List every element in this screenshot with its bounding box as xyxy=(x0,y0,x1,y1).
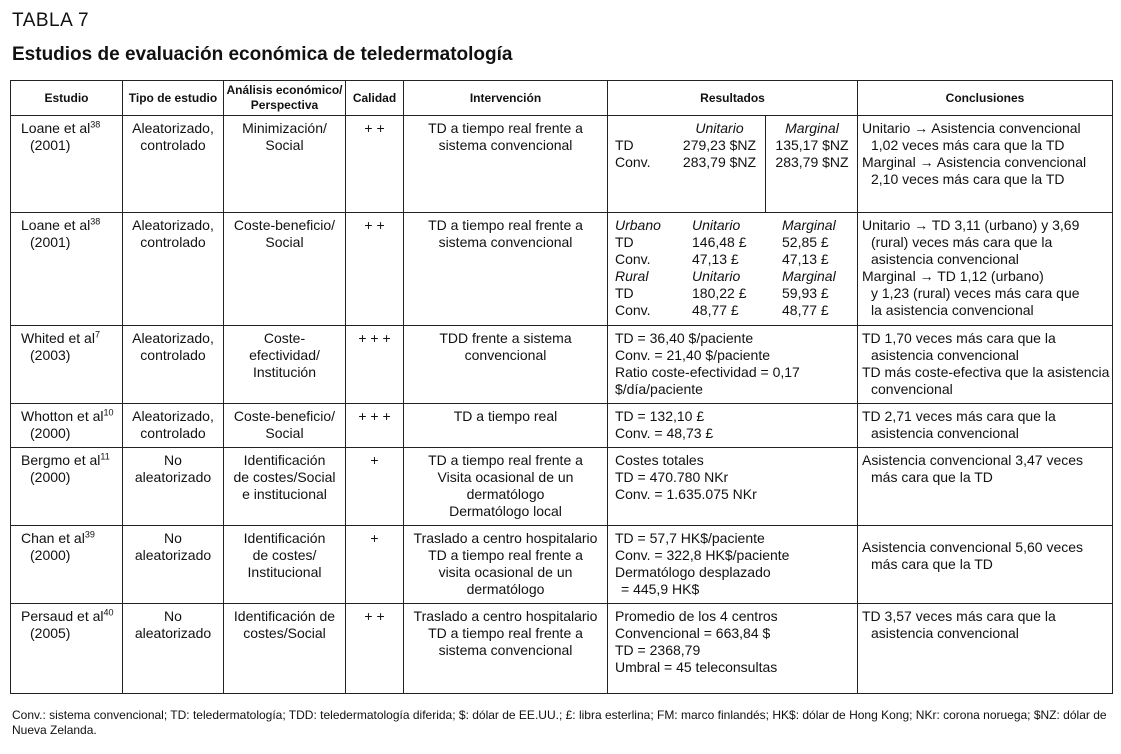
res-line: TD = 57,7 HK$/paciente xyxy=(615,530,765,546)
res-label: TD xyxy=(615,285,634,301)
concl-line: 2,10 veces más cara que la TD xyxy=(871,171,1065,187)
results-labels xyxy=(608,213,674,325)
interv-line3: visita ocasional de un xyxy=(438,564,573,580)
concl-line: Asistencia convencional 5,60 veces xyxy=(862,539,1084,555)
res-header: Unitario xyxy=(692,217,741,233)
concl-line: asistencia convencional xyxy=(871,347,1019,363)
ref: 38 xyxy=(90,216,101,227)
analisis-line1: Minimización/ xyxy=(242,120,327,136)
res-value: 283,79 $NZ xyxy=(775,154,849,170)
tipo-line2: aleatorizado xyxy=(134,469,212,485)
tipo-line2: controlado xyxy=(140,234,206,250)
cell-resultados xyxy=(608,448,858,526)
res-value: 146,48 £ xyxy=(692,234,747,250)
cell-tipo xyxy=(123,213,224,326)
interv-line2: TD a tiempo real frente a xyxy=(428,625,583,641)
res-line: Conv. = 1.635.075 NKr xyxy=(615,486,757,502)
res-group: Urbano xyxy=(615,217,661,233)
cell-intervencion xyxy=(404,116,608,213)
table-row xyxy=(11,526,1113,604)
tipo-line1: Aleatorizado, xyxy=(132,408,214,424)
concl-line: Unitario → TD 3,11 (urbano) y 3,69 xyxy=(862,217,1080,233)
cell-conclusiones xyxy=(858,604,1113,694)
tipo-line2: aleatorizado xyxy=(134,547,212,563)
results-grid xyxy=(608,213,857,325)
res-line: TD = 36,40 $/paciente xyxy=(615,330,754,346)
concl-line: Marginal → Asistencia convencional xyxy=(862,154,1087,170)
concl-line: TD 1,70 veces más cara que la xyxy=(862,330,1056,346)
concl-line: 1,02 veces más cara que la TD xyxy=(871,137,1065,153)
res-line: Conv. = 48,73 £ xyxy=(615,425,714,441)
res-label: Conv. xyxy=(615,302,651,318)
ref: 40 xyxy=(103,607,114,618)
cell-calidad: + xyxy=(346,526,404,604)
cell-analisis xyxy=(224,116,346,213)
author: Whited et al xyxy=(21,330,95,346)
res-header: Marginal xyxy=(785,120,839,136)
concl-line: Marginal → TD 1,12 (urbano) xyxy=(862,268,1044,284)
tipo-line2: controlado xyxy=(140,347,206,363)
tipo-line1: Aleatorizado, xyxy=(132,120,214,136)
interv-line2: sistema convencional xyxy=(438,234,573,250)
interv-line3: sistema convencional xyxy=(438,642,573,658)
concl-line: asistencia convencional xyxy=(871,251,1019,267)
concl-line: TD 3,57 veces más cara que la xyxy=(862,608,1056,624)
header-analisis-line2: Perspectiva xyxy=(250,98,319,112)
concl-line: y 1,23 (rural) veces más cara que xyxy=(871,285,1080,301)
ref: 10 xyxy=(103,407,114,418)
cell-estudio xyxy=(11,116,123,213)
interv-line3: dermatólogo xyxy=(466,486,545,502)
results-labels xyxy=(608,116,674,212)
res-value: 180,22 £ xyxy=(692,285,747,301)
cell-conclusiones xyxy=(858,526,1113,604)
tipo-line1: No xyxy=(164,452,182,468)
header-intervencion: Intervención xyxy=(404,81,608,116)
cell-analisis xyxy=(224,448,346,526)
tipo-line1: Aleatorizado, xyxy=(132,330,214,346)
analisis-line2: efectividad/ xyxy=(249,347,320,363)
cell-calidad: + + xyxy=(346,116,404,213)
res-header: Unitario xyxy=(695,120,744,136)
cell-intervencion xyxy=(404,213,608,326)
cell-estudio xyxy=(11,448,123,526)
header-analisis-line1: Análisis económico/ xyxy=(226,83,343,97)
res-header: Marginal xyxy=(782,268,836,284)
res-header: Marginal xyxy=(782,217,836,233)
table-header-row xyxy=(11,81,1113,116)
table-label: TABLA 7 xyxy=(12,10,90,31)
analisis-line2: Social xyxy=(265,234,304,250)
cell-resultados xyxy=(608,526,858,604)
table-row xyxy=(11,604,1113,694)
results-grid xyxy=(608,116,857,212)
tipo-line2: aleatorizado xyxy=(134,625,212,641)
analisis-line3: Institucional xyxy=(247,564,322,580)
cell-tipo xyxy=(123,116,224,213)
res-line: Umbral = 45 teleconsultas xyxy=(615,659,778,675)
results-col-unitario xyxy=(674,116,766,212)
ref: 7 xyxy=(94,329,100,340)
cell-resultados xyxy=(608,326,858,404)
cell-intervencion xyxy=(404,526,608,604)
concl-line: TD más coste-efectiva que la asistencia xyxy=(862,364,1110,380)
table-row xyxy=(11,404,1113,448)
table-row xyxy=(11,213,1113,326)
res-line: Conv. = 322,8 HK$/paciente xyxy=(615,547,790,563)
concl-line: Unitario → Asistencia convencional xyxy=(862,120,1081,136)
cell-tipo xyxy=(123,526,224,604)
year: (2001) xyxy=(30,137,71,153)
interv-line1: TD a tiempo real frente a xyxy=(428,217,583,233)
year: (2000) xyxy=(30,425,71,441)
tipo-line1: No xyxy=(164,530,182,546)
cell-intervencion xyxy=(404,604,608,694)
res-value: 283,79 $NZ xyxy=(682,154,757,170)
cell-calidad: + + + xyxy=(346,404,404,448)
res-value: 52,85 £ xyxy=(782,234,829,250)
table-row xyxy=(11,448,1113,526)
year: (2003) xyxy=(30,347,71,363)
ref: 11 xyxy=(100,451,110,462)
concl-line: asistencia convencional xyxy=(871,425,1019,441)
tipo-line2: controlado xyxy=(140,425,206,441)
interv-line2: Visita ocasional de un xyxy=(437,469,574,485)
cell-intervencion xyxy=(404,448,608,526)
interv-line4: dermatólogo xyxy=(466,581,545,597)
concl-line: (rural) veces más cara que la xyxy=(871,234,1053,250)
res-value: 47,13 £ xyxy=(692,251,739,267)
author: Loane et al xyxy=(21,217,91,233)
interv-line2: convencional xyxy=(464,347,547,363)
year: (2005) xyxy=(30,625,71,641)
author: Loane et al xyxy=(21,120,91,136)
author: Whotton et al xyxy=(21,408,104,424)
interv-line1: Traslado a centro hospitalario xyxy=(413,608,598,624)
cell-tipo xyxy=(123,326,224,404)
analisis-line1: Coste-beneficio/ xyxy=(233,217,336,233)
results-col-marginal xyxy=(766,116,858,212)
analisis-line1: Coste-beneficio/ xyxy=(233,408,336,424)
cell-analisis xyxy=(224,213,346,326)
res-value: 279,23 $NZ xyxy=(682,137,757,153)
res-label: Conv. xyxy=(615,251,651,267)
cell-tipo xyxy=(123,404,224,448)
cell-intervencion xyxy=(404,326,608,404)
analisis-line1: Identificación xyxy=(243,452,326,468)
concl-line: TD 2,71 veces más cara que la xyxy=(862,408,1056,424)
analisis-line3: e institucional xyxy=(242,486,327,502)
cell-resultados xyxy=(608,604,858,694)
table-row xyxy=(11,326,1113,404)
interv-line1: Traslado a centro hospitalario xyxy=(413,530,598,546)
analisis-line2: de costes/Social xyxy=(233,469,336,485)
res-line: TD = 132,10 £ xyxy=(615,408,705,424)
analisis-line2: costes/Social xyxy=(243,625,326,641)
header-resultados: Resultados xyxy=(608,81,858,116)
res-value: 135,17 $NZ xyxy=(775,137,849,153)
res-line: $/día/paciente xyxy=(615,381,703,397)
analisis-line3: Institución xyxy=(252,364,317,380)
cell-estudio xyxy=(11,326,123,404)
analisis-line2: de costes/ xyxy=(252,547,317,563)
tipo-line1: No xyxy=(164,608,182,624)
interv-line1: TD a tiempo real frente a xyxy=(428,120,583,136)
cell-estudio xyxy=(11,604,123,694)
table-footnote: Conv.: sistema convencional; TD: teledermatología; TDD: teledermatología diferida; $: dólar de EE.UU.; £: libra esterlina; FM: marco finlandés; HK$: dólar de Hong Kong; NKr: corona noruega; $NZ: dólar de Nueva Zelanda. xyxy=(12,708,1107,737)
res-line: Promedio de los 4 centros xyxy=(615,608,778,624)
cell-analisis xyxy=(224,526,346,604)
cell-calidad: + + xyxy=(346,604,404,694)
header-estudio: Estudio xyxy=(11,81,123,116)
res-line: Dermatólogo desplazado xyxy=(615,564,771,580)
cell-analisis xyxy=(224,604,346,694)
cell-resultados xyxy=(608,116,858,213)
cell-calidad: + + xyxy=(346,213,404,326)
res-line: = 445,9 HK$ xyxy=(621,581,700,597)
res-label: TD xyxy=(615,137,634,153)
concl-line: más cara que la TD xyxy=(871,556,993,572)
cell-conclusiones xyxy=(858,404,1113,448)
res-group: Rural xyxy=(615,268,649,284)
res-label: TD xyxy=(615,234,634,250)
cell-analisis xyxy=(224,404,346,448)
cell-conclusiones xyxy=(858,448,1113,526)
cell-estudio xyxy=(11,526,123,604)
author: Persaud et al xyxy=(21,608,104,624)
cell-resultados xyxy=(608,404,858,448)
cell-conclusiones xyxy=(858,116,1113,213)
tipo-line1: Aleatorizado, xyxy=(132,217,214,233)
header-analisis xyxy=(224,81,346,116)
interv-line1: TD a tiempo real frente a xyxy=(428,452,583,468)
interv-line4: Dermatólogo local xyxy=(449,503,562,519)
table-title: Estudios de evaluación económica de teledermatología xyxy=(12,44,513,65)
res-line: Costes totales xyxy=(615,452,704,468)
cell-intervencion xyxy=(404,404,608,448)
concl-line: la asistencia convencional xyxy=(871,302,1034,318)
res-line: TD = 470.780 NKr xyxy=(615,469,729,485)
cell-tipo xyxy=(123,448,224,526)
tipo-line2: controlado xyxy=(140,137,206,153)
analisis-line1: Identificación xyxy=(243,530,326,546)
interv-line1: TDD frente a sistema xyxy=(439,330,572,346)
cell-estudio xyxy=(11,404,123,448)
res-value: 59,93 £ xyxy=(782,285,829,301)
analisis-line2: Social xyxy=(265,425,304,441)
res-label: Conv. xyxy=(615,154,651,170)
evaluation-table xyxy=(10,80,1113,694)
cell-resultados xyxy=(608,213,858,326)
res-line: Convencional = 663,84 $ xyxy=(615,625,771,641)
res-header: Unitario xyxy=(692,268,741,284)
ref: 38 xyxy=(90,119,101,130)
interv-line2: sistema convencional xyxy=(438,137,573,153)
header-calidad: Calidad xyxy=(346,81,404,116)
header-conclusiones: Conclusiones xyxy=(858,81,1113,116)
year: (2001) xyxy=(30,234,71,250)
analisis-line1: Identificación de xyxy=(233,608,336,624)
interv-line1: TD a tiempo real xyxy=(453,408,558,424)
year: (2000) xyxy=(30,469,71,485)
table-row xyxy=(11,116,1113,213)
res-line: Ratio coste-efectividad = 0,17 xyxy=(615,364,800,380)
author: Chan et al xyxy=(21,530,85,546)
res-value: 48,77 £ xyxy=(782,302,829,318)
author: Bergmo et al xyxy=(21,452,101,468)
analisis-line2: Social xyxy=(265,137,304,153)
res-line: Conv. = 21,40 $/paciente xyxy=(615,347,771,363)
results-col-marginal xyxy=(766,213,858,325)
analisis-line1: Coste- xyxy=(263,330,306,346)
res-value: 48,77 £ xyxy=(692,302,739,318)
cell-conclusiones xyxy=(858,213,1113,326)
cell-conclusiones xyxy=(858,326,1113,404)
cell-analisis xyxy=(224,326,346,404)
interv-line2: TD a tiempo real frente a xyxy=(428,547,583,563)
concl-line: asistencia convencional xyxy=(871,625,1019,641)
res-line: TD = 2368,79 xyxy=(615,642,701,658)
results-col-unitario xyxy=(674,213,766,325)
cell-tipo xyxy=(123,604,224,694)
concl-line: Asistencia convencional 3,47 veces xyxy=(862,452,1084,468)
header-tipo: Tipo de estudio xyxy=(123,81,224,116)
res-value: 47,13 £ xyxy=(782,251,829,267)
ref: 39 xyxy=(84,529,95,540)
cell-calidad: + xyxy=(346,448,404,526)
year: (2000) xyxy=(30,547,71,563)
cell-estudio xyxy=(11,213,123,326)
concl-line: más cara que la TD xyxy=(871,469,993,485)
concl-line: convencional xyxy=(871,381,953,397)
cell-calidad: + + + xyxy=(346,326,404,404)
